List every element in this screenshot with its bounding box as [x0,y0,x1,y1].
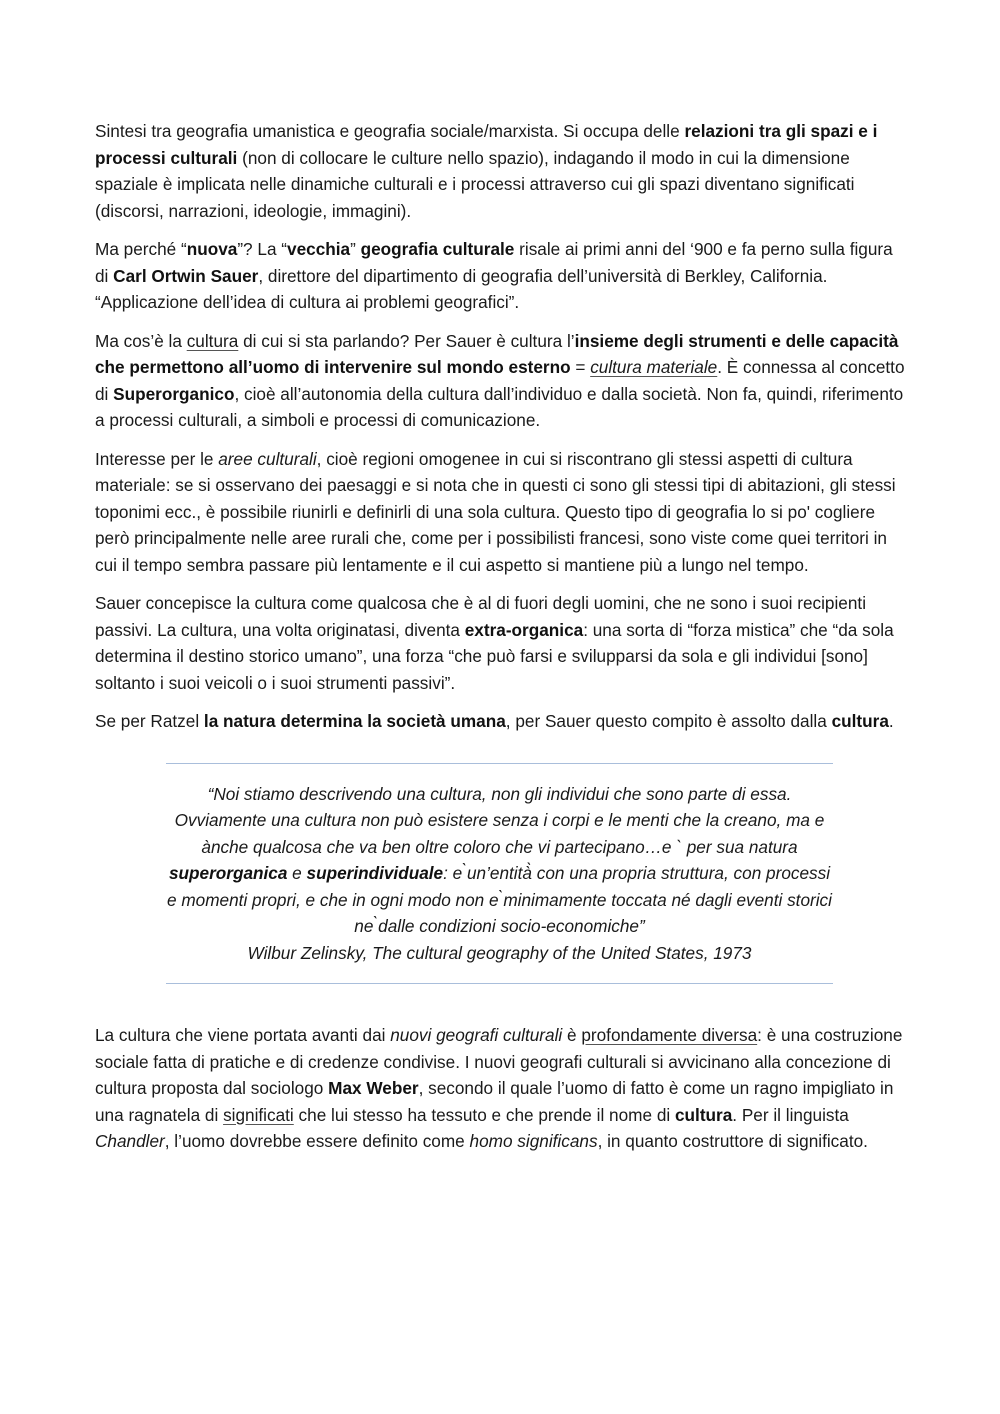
text: , cioè all’autonomia della cultura dall’individuo e dalla società. Non fa, quindi, riferimento a processi culturali, a simboli e processi di comunicazione. [95,383,904,430]
italic-underlined-text: cultura materiale [590,357,718,377]
paragraph-aree-culturali [95,446,905,579]
text: La cultura che viene portata avanti dai [95,1025,391,1045]
italic-text: nuovi geografi culturali [390,1025,563,1045]
paragraph-nuovi-geografi [95,1022,905,1155]
text: , direttore del dipartimento di geografia dell’università di Berkley, California. “Applicazione dell’idea di cultura ai problemi geografici”. [95,265,828,312]
text: = [570,357,591,377]
block-quote [166,763,833,985]
text: : una sorta di “forza mistica” che “da sola determina il destino storico umano”, una forza “che può farsi e svilupparsi da sola e gli individui [sono] soltanto i suoi veicoli o i suoi strumenti passivi”. [95,619,894,693]
paragraph-ratzel [95,708,905,735]
bold-text: insieme degli strumenti e delle capacità che permettono all’uomo di intervenire sul mondo esterno [95,330,899,377]
italic-text: aree culturali [218,448,317,469]
bold-text: geografia culturale [360,239,515,259]
quote-text [166,781,833,940]
bold-text: cultura [674,1104,733,1125]
text: . Per il linguista [732,1104,849,1125]
text: , l’uomo dovrebbe essere definito come [164,1131,470,1151]
bold-text: superorganica [168,863,288,883]
text: è [562,1025,582,1045]
text: , in quanto costruttore di significato. [597,1131,868,1151]
text: di cui si sta parlando? Per Sauer è cultura l’ [238,330,575,351]
paragraph-extra-organica [95,590,905,696]
text: e [287,863,307,883]
bold-text: Carl Ortwin Sauer [113,265,259,286]
bold-text: vecchia [287,239,351,259]
bold-text: extra-organica [464,619,584,640]
text: , cioè regioni omogenee in cui si riscontrano gli stessi aspetti di cultura materiale: se si osservano dei paesaggi e si nota che in questi ci sono gli stessi tipi di abitazioni, gli stessi toponimi ecc., è possibile riunirli e definirli di una sola cultura. Questo tipo di geografia lo si po' cogliere però principalmente nelle aree rurali che, come per i possibilisti francesi, sono viste come quei territori in cui il tempo sembra passare più lentamente e il cui aspetto si mantiene più a lungo nel tempo. [95,448,896,575]
text: . [888,711,894,731]
text: Sintesi tra geografia umanistica e geografia sociale/marxista. Si occupa delle [95,121,685,141]
text: Se per Ratzel [95,711,204,731]
document-body [95,118,905,1167]
text: ” [350,239,361,259]
text: che lui stesso ha tessuto e che prende il nome di [293,1104,675,1125]
bold-text: Superorganico [113,383,235,404]
text: . È connessa al concetto di [95,357,905,404]
paragraph-cultura [95,328,905,434]
italic-text: homo significans [469,1131,598,1151]
underlined-text: cultura [186,330,239,351]
text: “Noi stiamo descrivendo una cultura, non gli individui che sono parte di essa. Ovviamente una cultura non può esistere senza i corpi e le menti che la creano, ma e ànche qualcosa che va ben oltre coloro che vi partecipano…e ` per sua natura [174,783,825,857]
bold-text: relazioni tra gli spazi e i processi culturali [95,121,878,168]
text: Interesse per le [95,448,219,469]
text: : e ̀un’entità̀ con una propria struttura, con processi e momenti propri, e che in ogni modo non e ̀minimamente toccata né dagli eventi storici ne ̀dalle condizioni socio-economiche” [167,863,832,936]
bold-text: nuova [186,239,238,259]
text: risale ai primi anni del ‘900 e fa perno sulla figura di [95,239,893,286]
text: Ma cos’è la [95,330,187,351]
bold-text: superindividuale [306,863,444,883]
text: Sauer concepisce la cultura come qualcosa che è al di fuori degli uomini, che ne sono i suoi recipienti passivi. La cultura, una volta originatasi, diventa [95,593,867,640]
text: : è una costruzione sociale fatta di pratiche e di credenze condivise. I nuovi geografi culturali si avvicinano alla concezione di cultura proposta dal sociologo [95,1025,903,1098]
paragraph-nuova [95,236,905,316]
underlined-text: profondamente diversa [581,1025,758,1045]
underlined-text: significati [223,1104,294,1125]
text: (non di collocare le culture nello spazio), indagando il modo in cui la dimensione spaziale è implicata nelle dinamiche culturali e i processi attraverso cui gli spazi diventano significati (discorsi, narrazioni, ideologie, immagini). [95,147,855,221]
bold-text: Max Weber [328,1078,419,1098]
text: ”? La “ [237,239,288,259]
bold-text: la natura determina la società umana [203,711,506,731]
italic-text: Chandler [95,1131,165,1151]
text: , per Sauer questo compito è assolto dalla [505,711,832,731]
bold-text: cultura [831,711,889,731]
quote-source: Wilbur Zelinsky, The cultural geography of the United States, 1973 [247,942,752,963]
text: , secondo il quale l’uomo di fatto è come un ragno impigliato in una ragnatela di [95,1078,894,1125]
text: Ma perché “ [95,239,187,259]
paragraph-intro [95,118,905,224]
